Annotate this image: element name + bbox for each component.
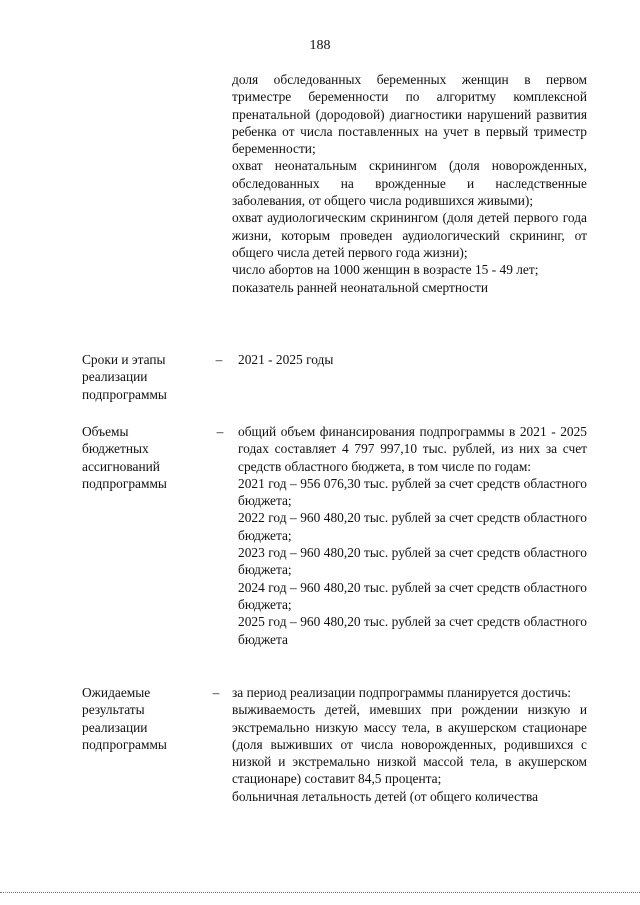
results-paragraph: за период реализации подпрограммы планируется достичь:: [232, 685, 572, 700]
budget-label-line: подпрограммы: [82, 475, 167, 491]
terms-label-line: реализации: [82, 369, 148, 385]
terms-label-line: Сроки и этапы: [82, 352, 166, 367]
budget-paragraph: 2023 год – 960 480,20 тыс. рублей за счет средств областного бюджета;: [238, 545, 587, 578]
page-number: 188: [309, 38, 331, 53]
results-paragraph: больничная летальность детей (от общего количества: [232, 788, 539, 804]
results-label: [82, 684, 202, 753]
results-label-line: результаты: [82, 702, 145, 718]
results-label-line: подпрограммы: [82, 736, 167, 752]
terms-label-line: подпрограммы: [82, 386, 167, 402]
budget-paragraph: 2025 год – 960 480,20 тыс. рублей за счет средств областного бюджета: [238, 614, 587, 647]
intro-paragraph: охват неонатальным скринингом (доля новорожденных, обследованных на врожденные и наследственные заболевания, от общего числа родившихся живыми);: [232, 158, 587, 209]
budget-paragraph: общий объем финансирования подпрограммы в 2021 - 2025 годах составляет 4 797 997,10 тыс. рублей, из них за счет средств областного бюджета, в том числе по годам:: [238, 424, 587, 474]
intro-paragraph: число абортов на 1000 женщин в возрасте 15 - 49 лет;: [232, 262, 539, 278]
terms-block: [238, 351, 587, 368]
budget-label: [82, 423, 202, 492]
terms-paragraph: 2021 - 2025 годы: [238, 352, 334, 367]
results-block: [232, 684, 587, 805]
budget-dash: –: [216, 424, 224, 439]
budget-label-line: Объемы: [82, 424, 129, 439]
budget-paragraph: 2022 год – 960 480,20 тыс. рублей за счет средств областного бюджета;: [238, 510, 587, 543]
budget-label-line: ассигнований: [82, 458, 160, 474]
terms-label: [82, 351, 202, 403]
intro-block: [232, 71, 587, 296]
results-paragraph: выживаемость детей, имевших при рождении низкую и экстремально низкую массу тела, в акушерском стационаре (доля выживших от числа новорожденных, родившихся с низкой и экстремально низкой массой тела, в акушерском стационаре) составит 84,5 процента;: [232, 702, 587, 787]
intro-paragraph: охват аудиологическим скринингом (доля детей первого года жизни, которым проведен аудиологический скрининг, от общего числа детей первого года жизни);: [232, 210, 587, 260]
budget-paragraph: 2021 год – 956 076,30 тыс. рублей за счет средств областного бюджета;: [238, 475, 587, 509]
intro-paragraph: доля обследованных беременных женщин в первом триместре беременности по алгоритму комплексной пренатальной (дородовой) диагностики нарушений развития ребенка от числа поставленных на учет в первый триместр беременности;: [232, 72, 587, 157]
page-bottom-border: [0, 892, 640, 893]
budget-label-line: бюджетных: [82, 441, 149, 457]
results-label-line: Ожидаемые: [82, 685, 151, 700]
budget-paragraph: 2024 год – 960 480,20 тыс. рублей за счет средств областного бюджета;: [238, 579, 587, 612]
results-label-line: реализации: [82, 719, 148, 735]
terms-dash: –: [215, 352, 223, 367]
intro-paragraph: показатель ранней неонатальной смертности: [232, 279, 489, 295]
budget-block: [238, 423, 587, 648]
results-dash: –: [212, 685, 220, 700]
